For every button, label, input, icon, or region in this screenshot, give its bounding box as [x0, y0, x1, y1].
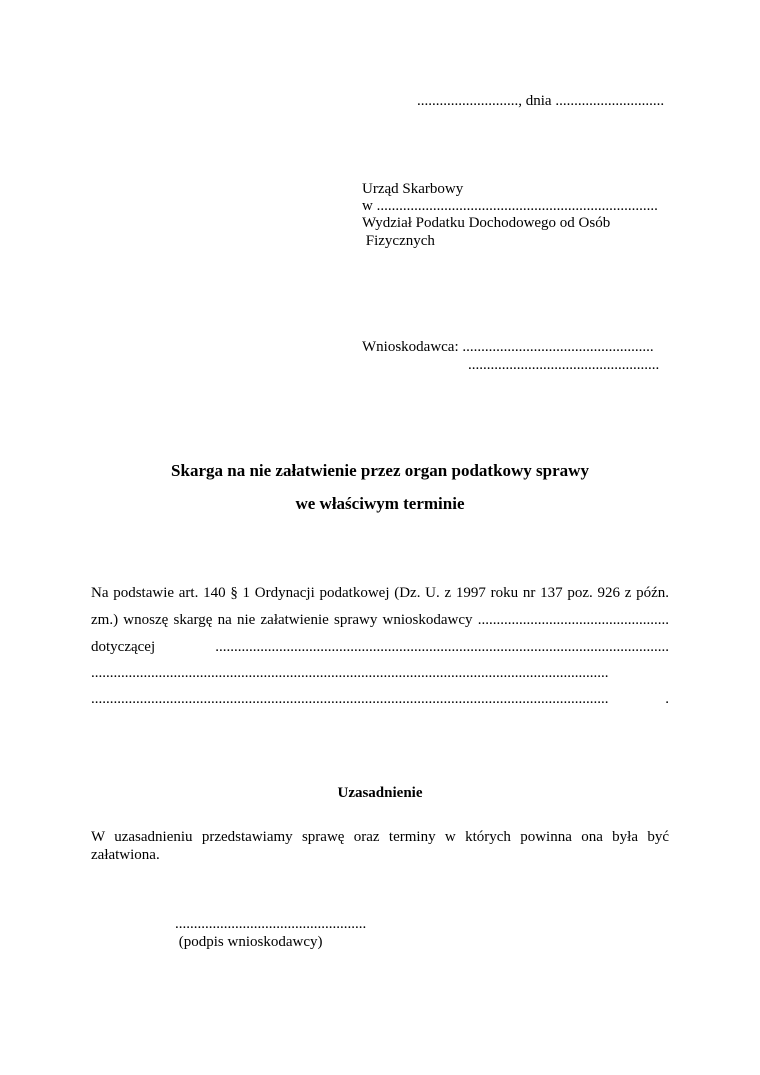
- justification-heading: Uzasadnienie: [337, 785, 423, 801]
- body-line-5: .......................................................................................................................................... .: [91, 691, 669, 707]
- body-line-4: ..........................................................................................................................................: [91, 665, 609, 681]
- addressee-location-line: w ...........................................................................: [362, 198, 658, 214]
- signature-caption: (podpis wnioskodawcy): [175, 934, 323, 950]
- addressee-department: Wydział Podatku Dochodowego od Osób: [362, 215, 611, 231]
- body-line-2: zm.) wnoszę skargę na nie załatwienie sprawy wnioskodawcy ...................................................: [91, 612, 669, 628]
- applicant-second-line: ...................................................: [468, 357, 660, 373]
- place-date-line: ..........................., dnia .............................: [417, 93, 665, 109]
- body-line-1: Na podstawie art. 140 § 1 Ordynacji podatkowej (Dz. U. z 1997 roku nr 137 poz. 926 z późn.: [91, 585, 669, 601]
- justification-line-1: W uzasadnieniu przedstawiamy sprawę oraz terminy w których powinna ona była być: [91, 829, 669, 845]
- addressee-office: Urząd Skarbowy: [362, 181, 464, 197]
- justification-line-2: załatwiona.: [91, 847, 160, 863]
- document-title-line1: Skarga na nie załatwienie przez organ podatkowy sprawy: [171, 461, 589, 480]
- applicant-label-line: Wnioskodawca: ...................................................: [362, 339, 654, 355]
- document-title-line2: we właściwym terminie: [295, 494, 465, 513]
- signature-dots: ...................................................: [175, 916, 367, 932]
- addressee-department-cont: Fizycznych: [362, 233, 435, 249]
- body-line-3: dotyczącej .........................................................................................................................: [91, 639, 669, 655]
